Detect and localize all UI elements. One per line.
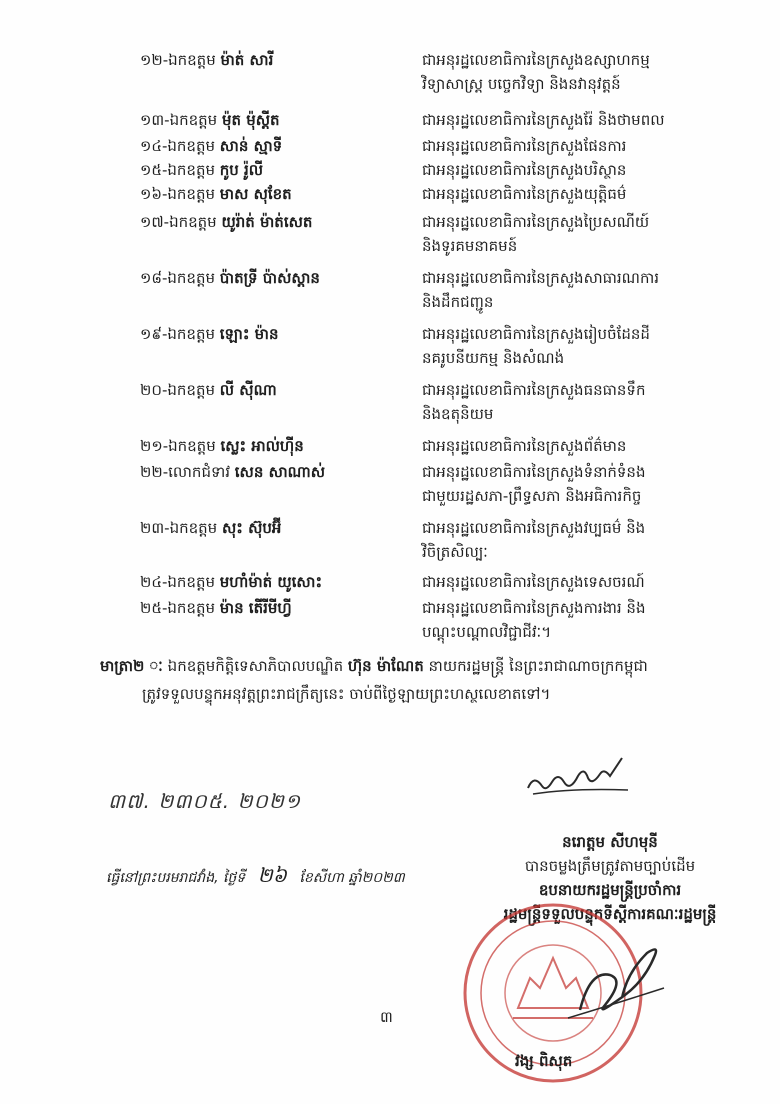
role-line: ជាអនុរដ្ឋលេខាធិការនៃក្រសួងរៀបចំដែនដី [422, 325, 650, 343]
article-heading: មាត្រា២ ៈ [100, 657, 163, 675]
appointee-title: ១៨-ឯកឧត្តម [140, 269, 215, 287]
appointee-name: ម៉ាន តើរីមីហ្វី [219, 599, 292, 617]
appointee-role [422, 460, 742, 508]
appointee-role [422, 210, 742, 258]
appointee-role [422, 596, 742, 644]
certified-copy-line: បានចម្លងត្រឹមត្រូវតាមច្បាប់ដើម [524, 857, 696, 875]
place-date-prefix: ធ្វើនៅព្រះបរមរាជវាំង, ថ្ងៃទី [106, 870, 246, 886]
appointee-role [422, 182, 742, 206]
royal-initial-signature [523, 750, 643, 800]
appointee-title: ២៣-ឯកឧត្តម [140, 519, 218, 537]
role-line: ជាអនុរដ្ឋលេខាធិការនៃក្រសួងឧស្សាហកម្ម [422, 51, 650, 69]
appointee-name: សាន់ ស្មាទី [219, 137, 283, 155]
appointee-name: សុះ ស៊ុបអ៊ី [221, 519, 282, 537]
appointee-name: កូប រ៉ូលី [219, 161, 264, 179]
place-date [106, 862, 405, 892]
appointee-role [422, 158, 742, 182]
appointee-name: ស្លេះ អាល់ហ៊ីន [220, 437, 304, 455]
role-line: ជាអនុរដ្ឋលេខាធិការនៃក្រសួងសាធារណការ [422, 269, 660, 287]
appointee-title: ២០-ឯកឧត្តម [140, 381, 215, 399]
appointee-title: ២២-លោកជំទាវ [140, 463, 231, 481]
appointee-title: ២១-ឯកឧត្តម [140, 437, 216, 455]
article-text-pre: ឯកឧត្តមកិត្តិទេសាភិបាលបណ្ឌិត [167, 657, 348, 675]
role-line: ជាអនុរដ្ឋលេខាធិការនៃក្រសួងការងារ និង [422, 599, 646, 617]
appointee [140, 158, 263, 182]
appointee-role [422, 378, 742, 426]
minister-title: រដ្ឋមន្ត្រីទទួលបន្ទុកទីស្តីការគណៈរដ្ឋមន្ត្រី [503, 905, 717, 923]
appointee-name: លី ស៊ីណា [219, 381, 277, 399]
appointee-name: ម៉ាត់ សារី [220, 51, 274, 69]
role-line: ជាអនុរដ្ឋលេខាធិការនៃក្រសួងរ៉ែ និងថាមពល [422, 111, 665, 129]
role-line: ជាអនុរដ្ឋលេខាធិការនៃក្រសួងយុត្តិធម៌ [422, 185, 627, 203]
appointee-name: មហាំម៉ាត់ យូសោះ [219, 573, 323, 591]
appointee-title: ១៧-ឯកឧត្តម [140, 213, 217, 231]
appointee-role [422, 108, 742, 132]
appointee-name: ប៉ាតទ្រី ប៉ាស់ស្តាន [219, 269, 320, 287]
appointee-role [422, 48, 742, 96]
appointee-title: ១៩-ឯកឧត្តម [140, 325, 215, 343]
appointee [140, 322, 278, 346]
appointee-role [422, 322, 742, 370]
appointee-title: ២៥-ឯកឧត្តម [140, 599, 215, 617]
role-line: ជាអនុរដ្ឋលេខាធិការនៃក្រសួងទំនាក់ទំនង [422, 463, 646, 481]
pm-signature [560, 940, 670, 1030]
appointee-name: សេន សាណាស់ [234, 463, 325, 481]
appointee [140, 596, 292, 620]
appointee-title: ២៤-ឯកឧត្តម [140, 573, 215, 591]
role-line: បណ្តុះបណ្តាលវិជ្ជាជីវៈ។ [422, 623, 552, 641]
article-2 [100, 652, 740, 708]
signatory-name: វង្ស ពិសុត [515, 1052, 573, 1070]
deputy-pm-title: ឧបនាយករដ្ឋមន្ត្រីប្រចាំការ [538, 881, 682, 899]
role-line: ជាអនុរដ្ឋលេខាធិការនៃក្រសួងព័ត៌មាន [422, 437, 627, 455]
appointee-title: ១៣-ឯកឧត្តម [140, 111, 218, 129]
role-line: វិទ្យាសាស្ត្រ បច្ចេកវិទ្យា និងនវានុវត្តន៍ [422, 75, 621, 93]
role-line: ជាអនុរដ្ឋលេខាធិការនៃក្រសួងបរិស្ថាន [422, 161, 627, 179]
role-line: ជាអនុរដ្ឋលេខាធិការនៃក្រសួងវប្បធម៌ និង [422, 519, 646, 537]
role-line: និងទូរគមនាគមន៍ [422, 237, 518, 255]
appointee [140, 48, 273, 72]
appointee [140, 210, 312, 234]
role-line: ជាអនុរដ្ឋលេខាធិការនៃក្រសួងទេសចរណ៍ [422, 573, 645, 591]
appointee-role [422, 266, 742, 314]
appointee-title: ១៤-ឯកឧត្តម [140, 137, 215, 155]
appointee-role [422, 516, 742, 564]
appointee-name: យូរ៉ាត់ ម៉ាត់សេត [221, 213, 313, 231]
appointee [140, 182, 292, 206]
appointee-title: ១៦-ឯកឧត្តម [140, 185, 215, 203]
role-line: នគរូបនីយកម្ម និងសំណង់ [422, 349, 565, 367]
appointee [140, 378, 277, 402]
appointee [140, 108, 280, 132]
role-line: និងដឹកជញ្ជូន [422, 293, 494, 311]
place-date-day: ២៦ [257, 863, 287, 887]
appointee-role [422, 434, 742, 458]
appointee-role [422, 134, 742, 158]
appointee-name: ម៉ុត ម៉ុស្តីត [221, 111, 280, 129]
article-text-post: នាយករដ្ឋមន្ត្រី នៃព្រះរាជាណាចក្រកម្ពុជា [423, 657, 648, 675]
appointee [140, 570, 322, 594]
role-line: និងឧតុនិយម [422, 405, 494, 423]
role-line: ជាអនុរដ្ឋលេខាធិការនៃក្រសួងផែនការ [422, 137, 627, 155]
appointee [140, 266, 320, 290]
role-line: ជាអនុរដ្ឋលេខាធិការនៃក្រសួងប្រៃសណីយ៍ [422, 213, 650, 231]
article-pm-name: ហ៊ុន ម៉ាណែត [347, 657, 424, 675]
page-number: ៣ [380, 1008, 393, 1026]
signer-name: នរោត្តម សីហមុនី [562, 833, 658, 851]
appointee-title: ១២-ឯកឧត្តម [140, 51, 216, 69]
role-line: វិចិត្រសិល្បៈ [422, 543, 488, 561]
appointee [140, 434, 304, 458]
role-line: ជាមួយរដ្ឋសភា-ព្រឹទ្ធសភា និងអធិការកិច្ច [422, 487, 642, 505]
appointee-name: មាស សុខែត [219, 185, 292, 203]
handwritten-date: ៣៧. ២៣០៥. ២០២១ [108, 789, 302, 813]
appointee [140, 516, 281, 540]
role-line: ជាអនុរដ្ឋលេខាធិការនៃក្រសួងធនធានទឹក [422, 381, 646, 399]
article-text-line2: ត្រូវទទួលបន្ទុកអនុវត្តព្រះរាជក្រឹត្យនេះ ចាប់ពីថ្ងៃឡាយព្រះហស្ថលេខាតទៅ។ [142, 685, 551, 703]
appointee-title: ១៥-ឯកឧត្តម [140, 161, 215, 179]
appointee-role [422, 570, 742, 594]
place-date-suffix: ខែសីហា ឆ្នាំ២០២៣ [299, 870, 405, 886]
appointee-name: ឡោះ ម៉ាន [219, 325, 279, 343]
appointee [140, 460, 325, 484]
appointee [140, 134, 282, 158]
